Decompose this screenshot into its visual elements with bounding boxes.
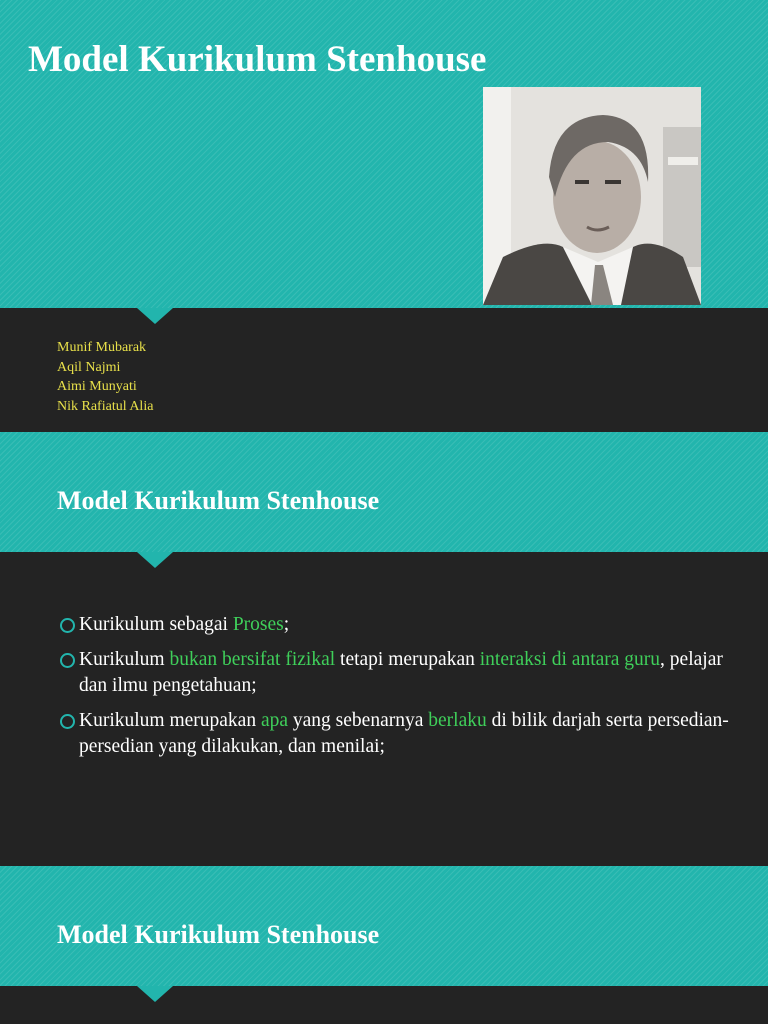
bullet-text: tetapi merupakan — [335, 649, 480, 670]
bullet-highlight: apa — [260, 710, 289, 731]
bullet-text: Kurikulum merupakan — [79, 710, 261, 731]
bullet-text: Kurikulum — [79, 649, 170, 670]
slide2-title: Model Kurikulum Stenhouse — [57, 486, 380, 515]
bullet-text: di bilik darjah serta persedian-persedian yang dilakukan, dan menilai; — [79, 710, 729, 757]
author-name: Nik Rafiatul Alia — [57, 398, 154, 414]
slide3-title: Model Kurikulum Stenhouse — [57, 920, 380, 949]
bullet-item — [60, 612, 740, 638]
slide1-notch — [137, 308, 173, 324]
ring-bullet-icon — [60, 618, 75, 633]
slide1-title: Model Kurikulum Stenhouse — [28, 39, 487, 80]
ring-bullet-icon — [60, 653, 75, 668]
bullet-highlight: interaksi di antara guru — [479, 649, 661, 670]
author-list — [57, 338, 153, 416]
ring-bullet-icon — [60, 714, 75, 729]
bullet-list — [60, 612, 740, 769]
author-name: Aimi Munyati — [57, 379, 137, 394]
bullet-highlight: bukan bersifat fizikal — [169, 649, 336, 670]
bullet-text: yang sebenarnya — [288, 710, 429, 731]
author-name: Aqil Najmi — [57, 359, 121, 375]
bullet-text: ; — [283, 614, 290, 635]
bullet-highlight: Proses — [232, 614, 284, 635]
slide2-notch — [137, 552, 173, 568]
portrait-photo — [483, 87, 701, 305]
bullet-highlight: berlaku — [428, 710, 487, 731]
author-name: Munif Mubarak — [57, 340, 147, 355]
slide3-notch — [137, 986, 173, 1002]
bullet-item — [60, 647, 740, 699]
portrait-illustration — [483, 87, 701, 305]
bullet-text: Kurikulum sebagai — [79, 614, 233, 635]
bullet-item — [60, 708, 740, 760]
bullet-text: , pelajar dan ilmu pengetahuan; — [79, 649, 723, 696]
slide3-body-band — [0, 986, 768, 1024]
